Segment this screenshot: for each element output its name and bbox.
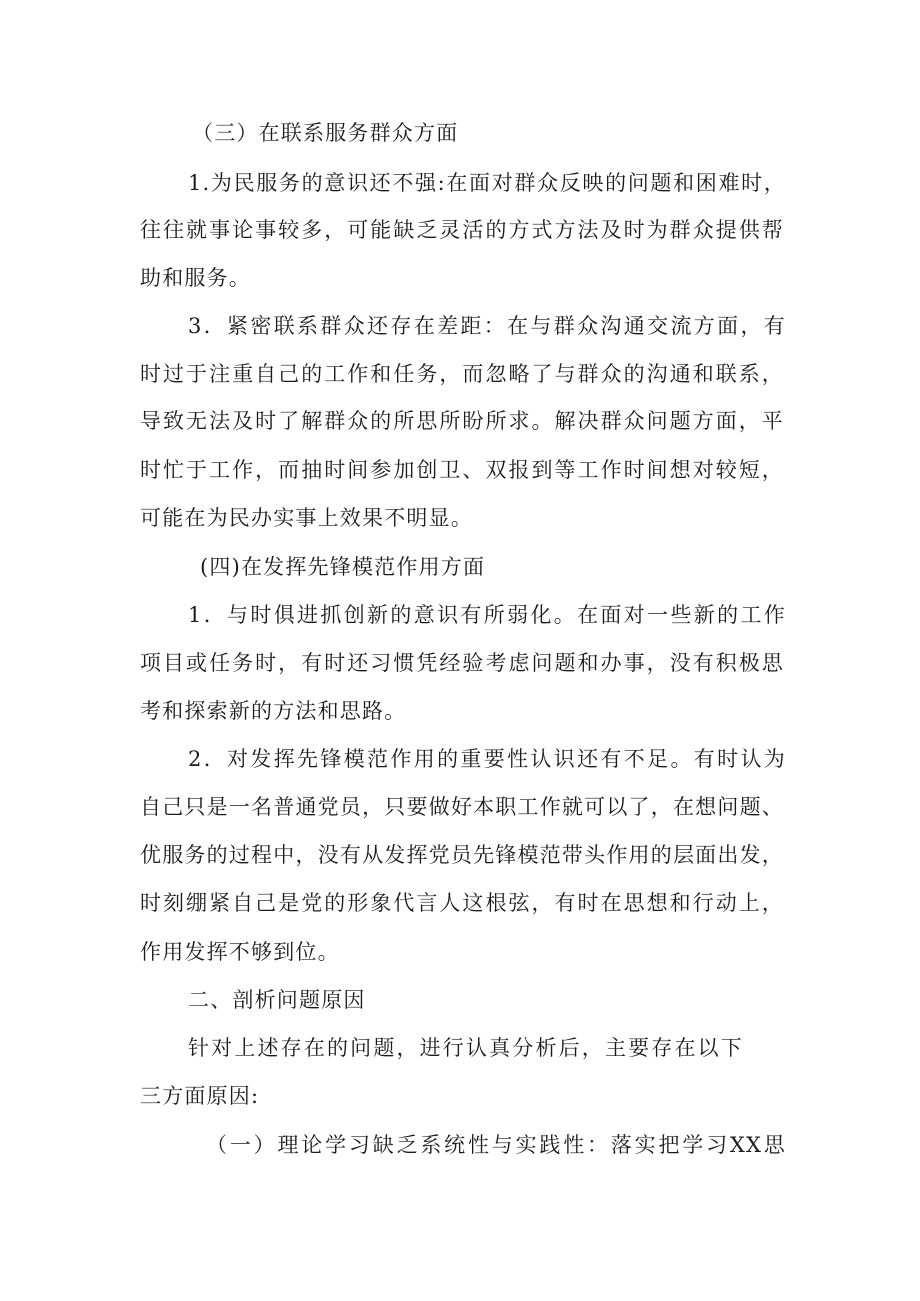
paragraph-line: 时刻绷紧自己是党的形象代言人这根弦，有时在思想和行动上，: [140, 891, 784, 915]
paragraph-line: 2．对发挥先锋模范作用的重要性认识还有不足。有时认为: [188, 747, 786, 771]
paragraph-line: 三方面原因:: [140, 1084, 260, 1108]
paragraph-line: （一）理论学习缺乏系统性与实践性：落实把学习XX思: [206, 1133, 786, 1157]
paragraph-line: 时过于注重自己的工作和任务，而忽略了与群众的沟通和联系，: [140, 362, 784, 386]
paragraph-line: 项目或任务时，有时还习惯凭经验考虑问题和办事，没有积极思: [140, 651, 784, 675]
paragraph-line: 优服务的过程中，没有从发挥党员先锋模范带头作用的层面出发，: [140, 843, 784, 867]
paragraph-line: 作用发挥不够到位。: [140, 940, 340, 964]
paragraph-line: 导致无法及时了解群众的所思所盼所求。解决群众问题方面，平: [140, 409, 784, 433]
paragraph-line: 可能在为民办实事上效果不明显。: [140, 506, 473, 530]
paragraph-line: 助和服务。: [140, 266, 251, 290]
paragraph-line: 针对上述存在的问题，进行认真分析后，主要存在以下: [188, 1036, 743, 1060]
paragraph-line: 1．与时俱进抓创新的意识有所弱化。在面对一些新的工作: [188, 603, 786, 627]
paragraph-line: 考和探索新的方法和思路。: [140, 699, 407, 723]
paragraph-line: 自己只是一名普通党员，只要做好本职工作就可以了，在想问题、: [140, 795, 784, 819]
section-heading-2: 二、剖析问题原因: [188, 988, 366, 1012]
paragraph-line: 1.为民服务的意识还不强:在面对群众反映的问题和困难时，: [188, 171, 786, 195]
paragraph-line: 3．紧密联系群众还存在差距：在与群众沟通交流方面，有: [188, 314, 786, 338]
section-heading-4: (四)在发挥先锋模范作用方面: [200, 555, 486, 579]
section-heading-3: （三）在联系服务群众方面: [192, 121, 459, 145]
paragraph-line: 往往就事论事较多，可能缺乏灵活的方式方法及时为群众提供帮: [140, 218, 784, 242]
paragraph-line: 时忙于工作，而抽时间参加创卫、双报到等工作时间想对较短，: [140, 458, 784, 482]
